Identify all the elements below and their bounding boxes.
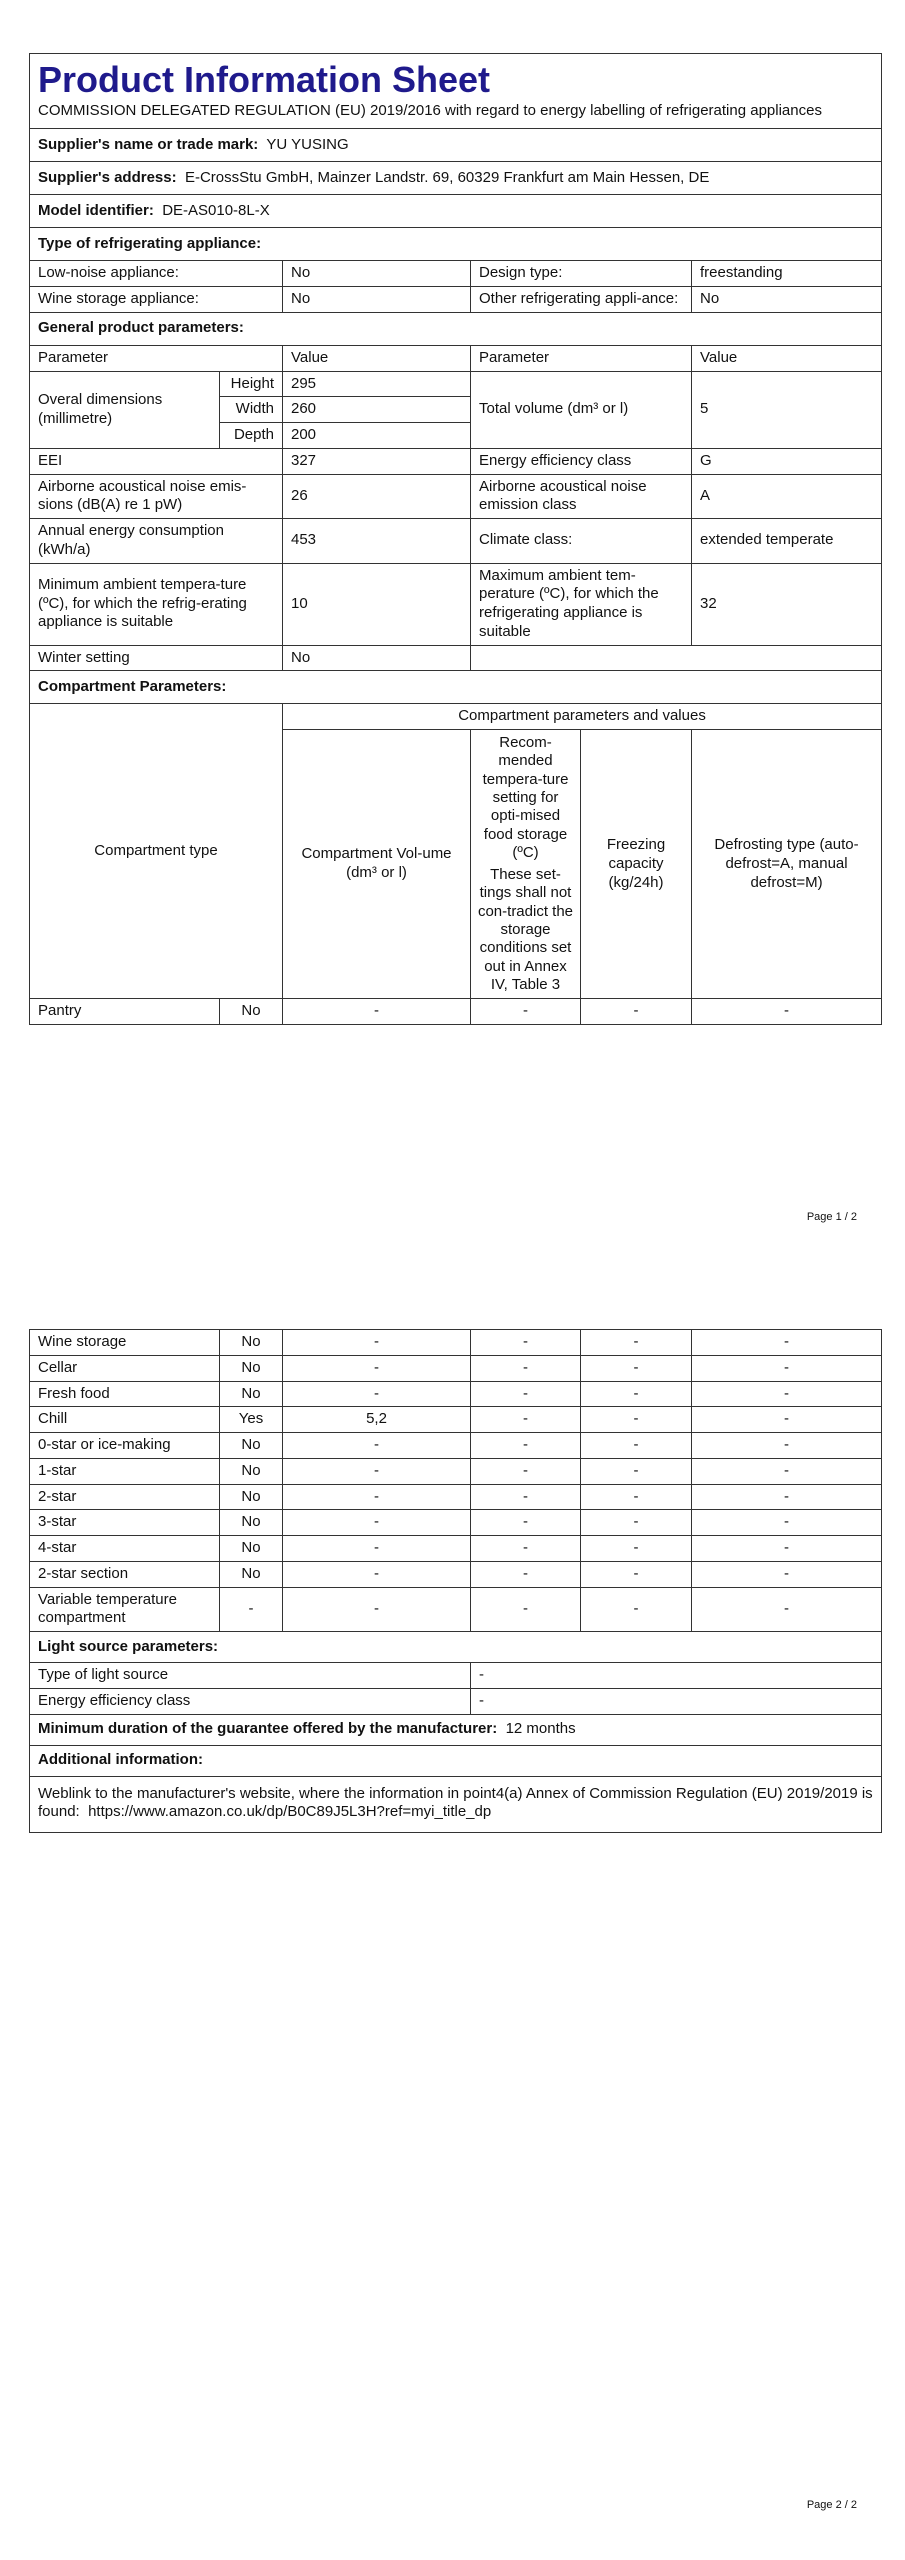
compartment-row	[30, 1407, 882, 1433]
compartment-group-header: Compartment parameters and values	[283, 704, 882, 730]
model-identifier-value: DE-AS010-8L-X	[162, 201, 270, 219]
compartment-defrost: -	[692, 1510, 882, 1536]
compartment-temp: -	[471, 1536, 581, 1562]
total-volume-value: 5	[692, 371, 882, 448]
page-number-2: Page 2 / 2	[806, 2499, 857, 2511]
supplier-address-label: Supplier's address:	[38, 168, 177, 186]
compartment-temp: -	[471, 1587, 581, 1632]
max-ambient-label: Maximum ambient tem-perature (ºC), for which the refrigerating appliance is suitable	[471, 563, 692, 645]
eei-value: 327	[283, 448, 471, 474]
compartment-volume: -	[283, 1433, 471, 1459]
depth-value: 200	[283, 423, 471, 449]
col-compartment-type: Compartment type	[30, 704, 283, 999]
compartment-row	[30, 1433, 882, 1459]
compartment-freezing: -	[581, 1407, 692, 1433]
height-value: 295	[283, 371, 471, 397]
compartment-volume: -	[283, 1355, 471, 1381]
compartment-row	[30, 1587, 882, 1632]
compartment-present: No	[220, 1510, 283, 1536]
noise-class-label: Airborne acoustical noise emission class	[471, 474, 692, 519]
compartment-freezing: -	[581, 1561, 692, 1587]
compartment-volume: 5,2	[283, 1407, 471, 1433]
compartment-defrost: -	[692, 1330, 882, 1356]
annual-energy-label: Annual energy consumption (kWh/a)	[30, 519, 283, 564]
guarantee-label: Minimum duration of the guarantee offered by the manufacturer:	[38, 1720, 498, 1738]
light-source-header: Light source parameters:	[30, 1632, 882, 1663]
min-ambient-label: Minimum ambient tempera-ture (ºC), for which the refrig-erating appliance is suitable	[30, 563, 283, 645]
compartment-row	[30, 1330, 882, 1356]
light-energy-class-value: -	[471, 1688, 882, 1714]
compartment-volume: -	[283, 1587, 471, 1632]
compartment-temp: -	[471, 1510, 581, 1536]
compartment-present: No	[220, 1536, 283, 1562]
compartment-temp: -	[471, 1484, 581, 1510]
noise-emissions-label: Airborne acoustical noise emis-sions (dB(A) re 1 pW)	[30, 474, 283, 519]
low-noise-label: Low-noise appliance:	[30, 261, 283, 287]
appliance-type-header: Type of refrigerating appliance:	[30, 228, 882, 261]
compartment-present: No	[220, 999, 283, 1025]
compartment-name: 1-star	[30, 1458, 220, 1484]
compartment-defrost: -	[692, 1587, 882, 1632]
compartment-freezing: -	[581, 1484, 692, 1510]
climate-class-value: extended temperate	[692, 519, 882, 564]
product-sheet-table-page2	[29, 1329, 882, 1833]
recommended-temp-text: Recom-mended tempera-ture setting for opti-mised food storage (ºC)	[482, 734, 569, 861]
compartment-temp: -	[471, 1330, 581, 1356]
eei-label: EEI	[30, 448, 283, 474]
compartment-freezing: -	[581, 999, 692, 1025]
compartment-present: Yes	[220, 1407, 283, 1433]
page-number-1: Page 1 / 2	[806, 1211, 857, 1223]
max-ambient-value: 32	[692, 563, 882, 645]
compartment-name: 4-star	[30, 1536, 220, 1562]
general-parameters-header: General product parameters:	[30, 312, 882, 345]
supplier-name-label: Supplier's name or trade mark:	[38, 135, 259, 153]
compartment-volume: -	[283, 1484, 471, 1510]
energy-class-value: G	[692, 448, 882, 474]
compartment-present: No	[220, 1330, 283, 1356]
compartment-temp: -	[471, 1407, 581, 1433]
page-title: Product Information Sheet	[38, 59, 491, 100]
compartment-row	[30, 1484, 882, 1510]
compartment-row	[30, 1355, 882, 1381]
storage-conditions-note: These set-tings shall not con-tradict the storage conditions set out in Annex IV, Table 3	[477, 866, 574, 993]
compartment-freezing: -	[581, 1381, 692, 1407]
manufacturer-weblink[interactable]: https://www.amazon.co.uk/dp/B0C89J5L3H?ref=myi_title_dp	[88, 1803, 492, 1821]
compartment-defrost: -	[692, 1433, 882, 1459]
compartment-volume: -	[283, 1561, 471, 1587]
total-volume-label: Total volume (dm³ or l)	[471, 371, 692, 448]
wine-storage-value: No	[283, 287, 471, 313]
supplier-address-value: E-CrossStu GmbH, Mainzer Landstr. 69, 60329 Frankfurt am Main Hessen, DE	[184, 168, 710, 186]
col-freezing-capacity: Freezing capacity (kg/24h)	[581, 730, 692, 999]
compartment-temp: -	[471, 1561, 581, 1587]
compartment-name: Chill	[30, 1407, 220, 1433]
col-compartment-volume: Compartment Vol-ume (dm³ or l)	[283, 730, 471, 999]
page-2	[29, 1329, 881, 2511]
col-value: Value	[283, 345, 471, 371]
design-type-value: freestanding	[692, 261, 882, 287]
compartment-row	[30, 1561, 882, 1587]
col-parameter: Parameter	[30, 345, 283, 371]
depth-label: Depth	[220, 423, 283, 449]
light-type-value: -	[471, 1663, 882, 1689]
compartment-defrost: -	[692, 1407, 882, 1433]
noise-emissions-value: 26	[283, 474, 471, 519]
compartment-defrost: -	[692, 1484, 882, 1510]
col-value-2: Value	[692, 345, 882, 371]
compartment-name: 3-star	[30, 1510, 220, 1536]
compartment-volume: -	[283, 1510, 471, 1536]
compartment-row	[30, 1458, 882, 1484]
energy-class-label: Energy efficiency class	[471, 448, 692, 474]
compartment-row	[30, 1536, 882, 1562]
annual-energy-value: 453	[283, 519, 471, 564]
compartment-present: No	[220, 1433, 283, 1459]
compartment-temp: -	[471, 1433, 581, 1459]
compartment-temp: -	[471, 1355, 581, 1381]
compartment-freezing: -	[581, 1510, 692, 1536]
compartment-volume: -	[283, 1381, 471, 1407]
compartment-name: Fresh food	[30, 1381, 220, 1407]
compartment-name: Wine storage	[30, 1330, 220, 1356]
col-defrosting-type: Defrosting type (auto-defrost=A, manual defrost=M)	[692, 730, 882, 999]
compartment-name: Variable temperature compartment	[30, 1587, 220, 1632]
noise-class-value: A	[692, 474, 882, 519]
light-energy-class-label: Energy efficiency class	[30, 1688, 471, 1714]
compartment-row	[30, 999, 882, 1025]
min-ambient-value: 10	[283, 563, 471, 645]
compartment-freezing: -	[581, 1433, 692, 1459]
page-1	[29, 53, 881, 1223]
compartment-present: No	[220, 1381, 283, 1407]
climate-class-label: Climate class:	[471, 519, 692, 564]
product-sheet-table-page1	[29, 53, 882, 1025]
compartment-freezing: -	[581, 1330, 692, 1356]
wine-storage-label: Wine storage appliance:	[30, 287, 283, 313]
other-refrigerating-value: No	[692, 287, 882, 313]
compartment-defrost: -	[692, 1355, 882, 1381]
compartment-volume: -	[283, 1536, 471, 1562]
compartment-defrost: -	[692, 1458, 882, 1484]
compartment-present: -	[220, 1587, 283, 1632]
height-label: Height	[220, 371, 283, 397]
compartment-temp: -	[471, 1381, 581, 1407]
compartment-defrost: -	[692, 1381, 882, 1407]
other-refrigerating-label: Other refrigerating appli-ance:	[471, 287, 692, 313]
compartment-freezing: -	[581, 1536, 692, 1562]
winter-setting-label: Winter setting	[30, 645, 283, 671]
compartment-defrost: -	[692, 1561, 882, 1587]
col-recommended-temp	[471, 730, 581, 999]
compartment-present: No	[220, 1355, 283, 1381]
compartment-row	[30, 1381, 882, 1407]
compartment-defrost: -	[692, 1536, 882, 1562]
dimensions-label: Overal dimensions (millimetre)	[30, 371, 220, 448]
compartment-row	[30, 1510, 882, 1536]
compartment-volume: -	[283, 1458, 471, 1484]
compartment-freezing: -	[581, 1458, 692, 1484]
compartment-volume: -	[283, 999, 471, 1025]
compartment-temp: -	[471, 999, 581, 1025]
winter-setting-value: No	[283, 645, 471, 671]
width-value: 260	[283, 397, 471, 423]
compartment-name: 2-star section	[30, 1561, 220, 1587]
compartment-freezing: -	[581, 1587, 692, 1632]
compartment-name: Pantry	[30, 999, 220, 1025]
compartment-volume: -	[283, 1330, 471, 1356]
compartment-present: No	[220, 1561, 283, 1587]
regulation-subtitle: COMMISSION DELEGATED REGULATION (EU) 2019/2016 with regard to energy labelling of refrigerating appliances	[38, 101, 822, 119]
compartment-present: No	[220, 1458, 283, 1484]
compartment-name: 2-star	[30, 1484, 220, 1510]
additional-info-body	[30, 1776, 882, 1833]
light-type-label: Type of light source	[30, 1663, 471, 1689]
width-label: Width	[220, 397, 283, 423]
compartment-name: 0-star or ice-making	[30, 1433, 220, 1459]
additional-info-header: Additional information:	[30, 1745, 882, 1776]
compartment-name: Cellar	[30, 1355, 220, 1381]
additional-info-text: Weblink to the manufacturer's website, where the information in point4(a) Annex of Commission Regulation (EU) 2019/2019 is found:	[38, 1784, 873, 1821]
compartment-freezing: -	[581, 1355, 692, 1381]
col-parameter-2: Parameter	[471, 345, 692, 371]
compartment-present: No	[220, 1484, 283, 1510]
design-type-label: Design type:	[471, 261, 692, 287]
compartment-temp: -	[471, 1458, 581, 1484]
model-identifier-label: Model identifier:	[38, 201, 154, 219]
guarantee-value: 12 months	[505, 1720, 576, 1738]
supplier-name-value: YU YUSING	[266, 135, 349, 153]
low-noise-value: No	[283, 261, 471, 287]
compartment-defrost: -	[692, 999, 882, 1025]
compartment-parameters-header: Compartment Parameters:	[30, 671, 882, 704]
